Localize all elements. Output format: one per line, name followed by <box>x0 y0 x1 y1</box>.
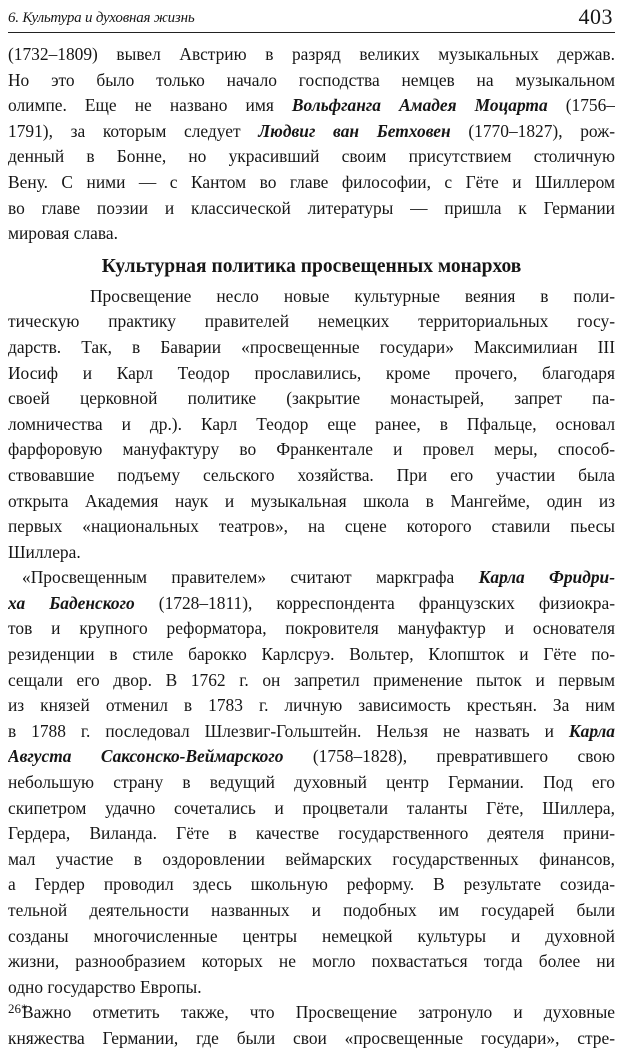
text-line: Просвещение несло новые культурные веяния в поли- <box>90 285 615 306</box>
text-line: ствовавшие подъему сельского хозяйства. При его участии была <box>8 464 615 485</box>
text-line: в 1788 г. последовал Шлезвиг-Гольштейн. Нельзя не назвать и Карла <box>8 720 615 741</box>
text-line: ха Баденского (1728–1811), корреспондента французских физиокра- <box>8 592 615 613</box>
text-line: мал участие в оздоровлении веймарских государственных финансов, <box>8 848 615 869</box>
text-line: своей церковной политике (закрытие монастырей, запрет па- <box>8 388 615 409</box>
person-name: Людвиг ван Бетховен <box>258 120 451 141</box>
text-line: созданы многочисленные центры немецкой культуры и духовной <box>8 925 615 946</box>
text-line: княжества Германии, где были свои «просвещенные государи», стре- <box>8 1027 615 1048</box>
text-line: Августа Саксонско-Веймарского (1758–1828), превратившего свою <box>8 746 615 767</box>
text-line: а Гердер проводил здесь школьную реформу. В результате созида- <box>8 874 615 895</box>
paragraph-3 <box>8 565 615 1000</box>
section-title: Культурная политика просвещенных монархов <box>101 255 522 277</box>
text-line: Шиллера. <box>8 541 81 562</box>
text-line: Но это было только начало господства немцев на музыкальном <box>8 69 615 90</box>
text-line: дарств. Так, в Баварии «просвещенные государи» Максимилиан III <box>8 336 615 357</box>
text-line: скипетром удачно сочетались и процветали таланты Гёте, Шиллера, <box>8 797 615 818</box>
text-line: (1732–1809) вывел Австрию в разряд великих музыкальных держав. <box>8 44 615 64</box>
running-head: 6. Культура и духовная жизнь <box>8 10 195 26</box>
printer-signature: 26* <box>8 1001 28 1016</box>
text-line: мировая слава. <box>8 223 118 244</box>
paragraph-1 <box>8 42 615 247</box>
text-line: тов и крупного реформатора, покровителя мануфактур и основателя <box>8 618 615 639</box>
page-body <box>8 42 615 1052</box>
person-name: Карла Фридри- <box>478 567 615 588</box>
page-number: 403 <box>578 4 613 29</box>
text-line: небольшую страну в ведущий духовный центр Германии. Под его <box>8 772 615 793</box>
paragraph-2 <box>8 284 615 566</box>
text-line: фарфоровую мануфактуру во Франкентале и провел меры, способ- <box>8 439 615 460</box>
text-line: Вену. С ними — с Кантом во главе философии, с Гёте и Шиллером <box>8 171 615 192</box>
text-line: первых «национальных театров», на сцене которого ставили пьесы <box>8 516 615 537</box>
text-line: из князей отменил в 1783 г. личную зависимость крестьян. За ним <box>8 695 615 716</box>
text-line: тельной деятельности названных и подобных им государей были <box>8 900 615 920</box>
text-line: тическую практику правителей немецких территориальных госу- <box>8 311 615 332</box>
text-line: ломничества и др.). Карл Теодор еще ранее, в Пфальце, основал <box>8 413 615 434</box>
person-name: Августа Саксонско-Веймарского <box>8 746 284 767</box>
text-line: одно государство Европы. <box>8 976 202 997</box>
page-header <box>8 2 615 33</box>
text-line: резиденции в стиле барокко Карлсруэ. Вольтер, Клопшток и Гёте по- <box>8 644 615 665</box>
person-name: ха Баденского <box>8 592 135 613</box>
text-line: Важно отметить также, что Просвещение затронуло и духовные <box>22 1002 615 1023</box>
text-line: Иосиф и Карл Теодор прославились, кроме прочего, благодаря <box>8 362 615 383</box>
text-line: 1791), за которым следует Людвиг ван Бетховен (1770–1827), рож- <box>8 120 615 141</box>
person-name: Карла <box>568 720 615 741</box>
text-line: олимпе. Еще не названо имя Вольфганга Амадея Моцарта (1756– <box>8 95 615 116</box>
text-line: открыта Академия наук и музыкальная школа в Мангейме, один из <box>8 490 615 511</box>
person-name: Вольфганга Амадея Моцарта <box>291 95 548 116</box>
text-line: сещали его двор. В 1762 г. он запретил применение пыток и первым <box>8 669 615 690</box>
text-line: жизни, разнообразием которых не могло похвастаться тогда более ни <box>8 951 615 972</box>
text-line: Гердера, Виланда. Гёте в качестве государственного деятеля прини- <box>8 823 615 844</box>
text-line: денный в Бонне, но украсивший своим присутствием столичную <box>8 146 615 167</box>
text-line: во главе поэзии и классической литературы — пришла к Германии <box>8 197 615 218</box>
text-line: «Просвещенным правителем» считают маркграфа Карла Фридри- <box>22 567 615 588</box>
paragraph-4 <box>8 1000 615 1051</box>
